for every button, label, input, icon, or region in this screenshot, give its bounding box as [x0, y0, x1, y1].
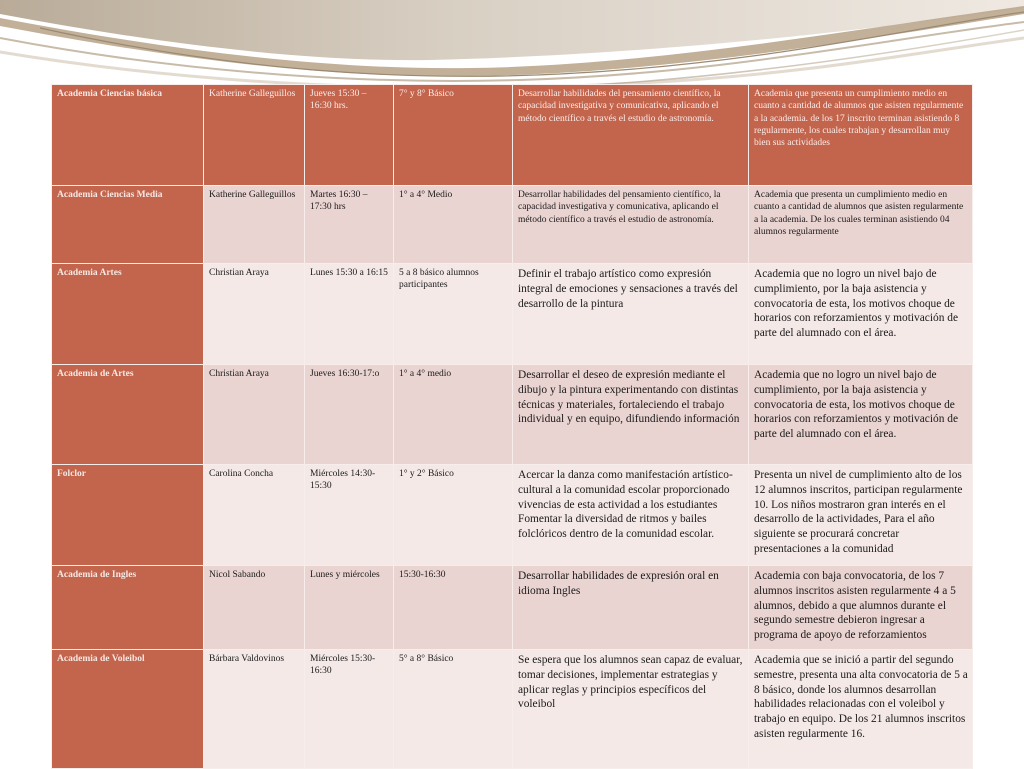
horario-cell: Jueves 16:30-17:o — [305, 365, 394, 465]
evaluacion-cell: Academia que no logro un nivel bajo de cumplimiento, por la baja asistencia y convocatoria de esta, los motivos choque de horarios con reforzamientos y motivación de parte del alumnado con el área. — [749, 365, 973, 465]
curso-cell: 5° a 8° Básico — [394, 650, 513, 769]
horario-cell: Miércoles 15:30- 16:30 — [305, 650, 394, 769]
profesor-cell: Nicol Sabando — [204, 566, 305, 650]
academia-cell: Academia de Ingles — [52, 566, 204, 650]
objetivo-cell: Desarrollar habilidades de expresión oral en idioma Ingles — [513, 566, 749, 650]
evaluacion-cell: Academia que presenta un cumplimiento medio en cuanto a cantidad de alumnos que asisten regularmente a la academia. de los 17 inscrito terminan asistiendo 8 regularmente, los cuales trabajan y desarrollan muy bien sus actividades — [749, 85, 973, 186]
academia-cell: Academia de Artes — [52, 365, 204, 465]
curso-cell: 5 a 8 básico alumnos participantes — [394, 264, 513, 365]
horario-cell: Lunes y miércoles — [305, 566, 394, 650]
academia-cell: Folclor — [52, 465, 204, 566]
academia-cell: Academia Ciencias Media — [52, 186, 204, 264]
objetivo-cell: Definir el trabajo artístico como expresión integral de emociones y sensaciones a través del desarrollo de la pintura — [513, 264, 749, 365]
objetivo-cell: Se espera que los alumnos sean capaz de evaluar, tomar decisiones, implementar estrategias y aplicar reglas y principios específicos del voleibol — [513, 650, 749, 769]
table-row — [52, 264, 973, 365]
table-row — [52, 365, 973, 465]
curso-cell: 15:30-16:30 — [394, 566, 513, 650]
horario-cell: Lunes 15:30 a 16:15 — [305, 264, 394, 365]
academia-cell: Academia Artes — [52, 264, 204, 365]
objetivo-cell: Acercar la danza como manifestación artístico- cultural a la comunidad escolar proporcionado vivencias de esta actividad a los estudiantes Fomentar la diversidad de ritmos y bailes folclóricos dentro de la comunidad escolar. — [513, 465, 749, 566]
profesor-cell: Katherine Galleguillos — [204, 186, 305, 264]
objetivo-cell: Desarrollar habilidades del pensamiento científico, la capacidad investigativa y comunicativa, aplicando el método científico a través el estudio de astronomía. — [513, 186, 749, 264]
academia-cell: Academia de Voleibol — [52, 650, 204, 769]
horario-cell: Jueves 15:30 – 16:30 hrs. — [305, 85, 394, 186]
horario-cell: Miércoles 14:30- 15:30 — [305, 465, 394, 566]
academia-cell: Academia Ciencias básica — [52, 85, 204, 186]
evaluacion-cell: Academia que presenta un cumplimiento medio en cuanto a cantidad de alumnos que asisten regularmente a la academia. De los cuales terminan asistiendo 04 alumnos regularmente — [749, 186, 973, 264]
academias-table-container — [51, 84, 972, 768]
objetivo-cell: Desarrollar el deseo de expresión mediante el dibujo y la pintura experimentando con distintas técnicas y materiales, fortaleciendo el trabajo individual y en equipo, difundiendo información — [513, 365, 749, 465]
table-row — [52, 186, 973, 264]
evaluacion-cell: Academia que se inició a partir del segundo semestre, presenta una alta convocatoria de 5 a 8 básico, donde los alumnos desarrollan habilidades relacionadas con el voleibol y trabajo en equipo. De los 21 alumnos inscritos asisten regularmente 16. — [749, 650, 973, 769]
curso-cell: 7° y 8° Básico — [394, 85, 513, 186]
table-row — [52, 85, 973, 186]
table-row — [52, 566, 973, 650]
profesor-cell: Katherine Galleguillos — [204, 85, 305, 186]
profesor-cell: Bárbara Valdovinos — [204, 650, 305, 769]
curso-cell: 1° a 4° medio — [394, 365, 513, 465]
table-row — [52, 465, 973, 566]
horario-cell: Martes 16:30 – 17:30 hrs — [305, 186, 394, 264]
table-row — [52, 650, 973, 769]
profesor-cell: Christian Araya — [204, 264, 305, 365]
academias-table — [51, 84, 973, 769]
curso-cell: 1° y 2° Básico — [394, 465, 513, 566]
evaluacion-cell: Academia con baja convocatoria, de los 7 alumnos inscritos asisten regularmente 4 a 5 alumnos, debido a que alumnos durante el segundo semestre debieron ingresar a programa de apoyo de reforzamientos — [749, 566, 973, 650]
evaluacion-cell: Presenta un nivel de cumplimiento alto de los 12 alumnos inscritos, participan regularmente 10. Los niños mostraron gran interés en el desarrollo de la actividades, Para el año siguiente se procurará concretar presentaciones a la comunidad — [749, 465, 973, 566]
curso-cell: 1° a 4° Medio — [394, 186, 513, 264]
profesor-cell: Carolina Concha — [204, 465, 305, 566]
objetivo-cell: Desarrollar habilidades del pensamiento científico, la capacidad investigativa y comunicativa, aplicando el método científico a través el estudio de astronomía. — [513, 85, 749, 186]
evaluacion-cell: Academia que no logro un nivel bajo de cumplimiento, por la baja asistencia y convocatoria de esta, los motivos choque de horarios con reforzamientos y motivación de parte del alumnado con el área. — [749, 264, 973, 365]
profesor-cell: Christian Araya — [204, 365, 305, 465]
